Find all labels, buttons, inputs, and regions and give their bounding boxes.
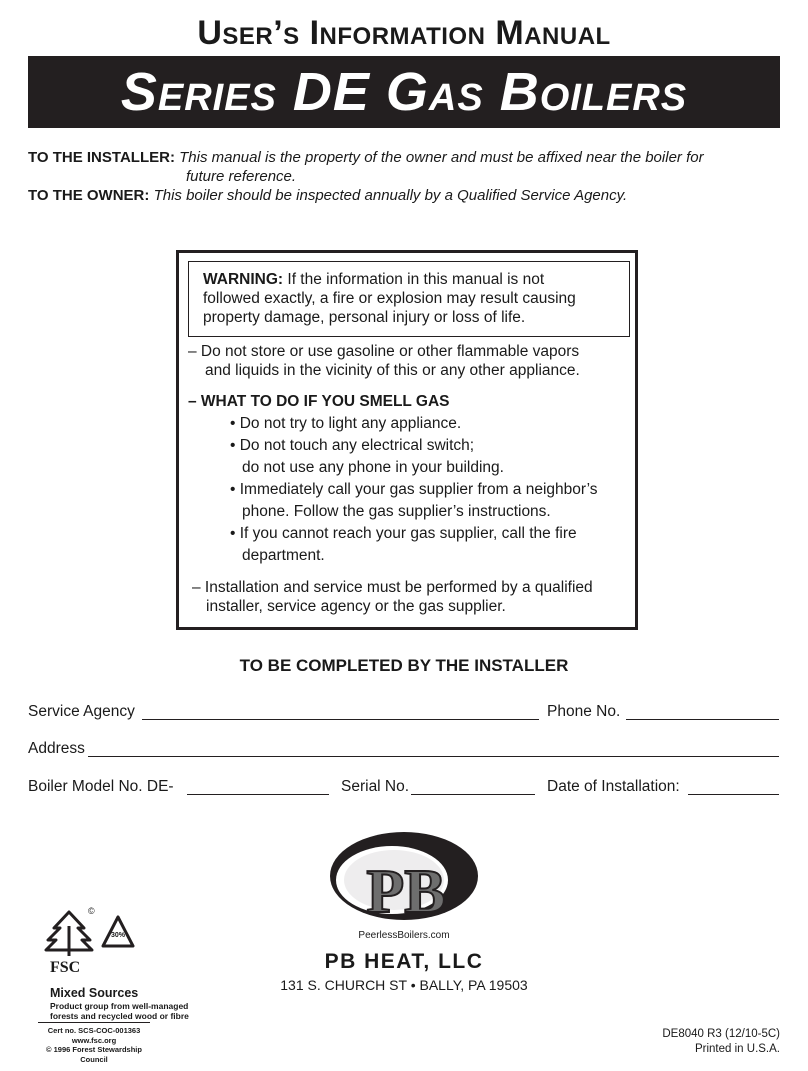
fsc-copyright: © [88,906,95,916]
store-line-2: and liquids in the vicinity of this or any other appliance. [205,362,580,379]
website-text: PeerlessBoilers.com [358,930,450,941]
bullet-no-switch: • Do not touch any electrical switch; [230,437,475,454]
manual-subtitle: User’s Information Manual [197,14,611,52]
fsc-cert: Cert no. SCS-COC-001363 [47,1026,141,1035]
fsc-brand: FSC [50,959,81,976]
owner-note [28,186,788,205]
warning-line-3: property damage, personal injury or loss of life. [203,309,526,326]
fsc-mixed-sources: Mixed Sources [50,986,139,1000]
installation-note [192,578,632,616]
installer-text-2: future reference. [186,168,297,185]
pb-logo-letters: PB [366,858,446,926]
fsc-desc-1: Product group from well-managed [50,1001,189,1011]
date-field[interactable] [688,794,779,795]
owner-text: This boiler should be inspected annually by a Qualified Service Agency. [153,187,628,204]
bullet-no-light: • Do not try to light any appliance. [230,415,462,432]
install-line-2: installer, service agency or the gas supplier. [206,598,506,615]
doc-number: DE8040 R3 (12/10-5C) [662,1028,780,1040]
fsc-description [50,1001,189,1021]
warning-line-2: followed exactly, a fire or explosion may result causing [203,290,576,307]
bullet-call-supplier: • Immediately call your gas supplier from a neighbor’s [230,481,598,498]
installer-note-cont [186,167,296,186]
company-name: PB HEAT, LLC [324,950,484,973]
series-banner: Series DE Gas Boilers [28,56,780,128]
pb-logo-icon [328,830,480,926]
warning-text [203,270,623,327]
fsc-cert-block [38,1026,150,1064]
bullet-call-supplier-cont: phone. Follow the gas supplier’s instructions. [242,503,551,520]
store-instruction [188,342,628,380]
smell-gas-heading: – WHAT TO DO IF YOU SMELL GAS [188,393,450,410]
phone-label: Phone No. [547,703,621,720]
recycled-percent: 30% [110,932,125,939]
boiler-model-label: Boiler Model No. DE- [28,778,174,795]
footer-info [662,1027,780,1057]
service-agency-field[interactable] [142,719,539,720]
bullet-call-fire: • If you cannot reach your gas supplier, call the fire [230,525,577,542]
installer-note [28,148,788,167]
company-address: 131 S. CHURCH ST • BALLY, PA 19503 [280,977,528,993]
bullet-no-switch-cont: do not use any phone in your building. [242,459,504,476]
boiler-model-field[interactable] [187,794,329,795]
owner-label: TO THE OWNER: [28,187,150,204]
printed-in: Printed in U.S.A. [694,1043,780,1055]
date-label: Date of Installation: [547,778,680,795]
fsc-url: www.fsc.org [71,1035,117,1045]
serial-field[interactable] [411,794,535,795]
install-line-1: – Installation and service must be performed by a qualified [192,579,593,596]
fsc-desc-2: forests and recycled wood or fibre [50,1011,189,1021]
warning-label: WARNING: [203,271,284,288]
address-field[interactable] [88,756,779,757]
fsc-divider [38,1022,150,1023]
smell-gas-steps [230,413,630,567]
installer-text-1: This manual is the property of the owner and must be affixed near the boiler for [179,149,704,166]
installer-form-heading: TO BE COMPLETED BY THE INSTALLER [239,656,569,675]
store-line-1: – Do not store or use gasoline or other flammable vapors [188,343,580,360]
phone-field[interactable] [626,719,779,720]
bullet-call-fire-cont: department. [242,547,325,564]
fsc-council: © 1996 Forest Stewardship Council [46,1045,142,1064]
service-agency-label: Service Agency [28,703,135,720]
serial-label: Serial No. [341,778,410,795]
warning-line-1: If the information in this manual is not [287,271,545,288]
address-label: Address [28,740,85,757]
installer-label: TO THE INSTALLER: [28,149,175,166]
